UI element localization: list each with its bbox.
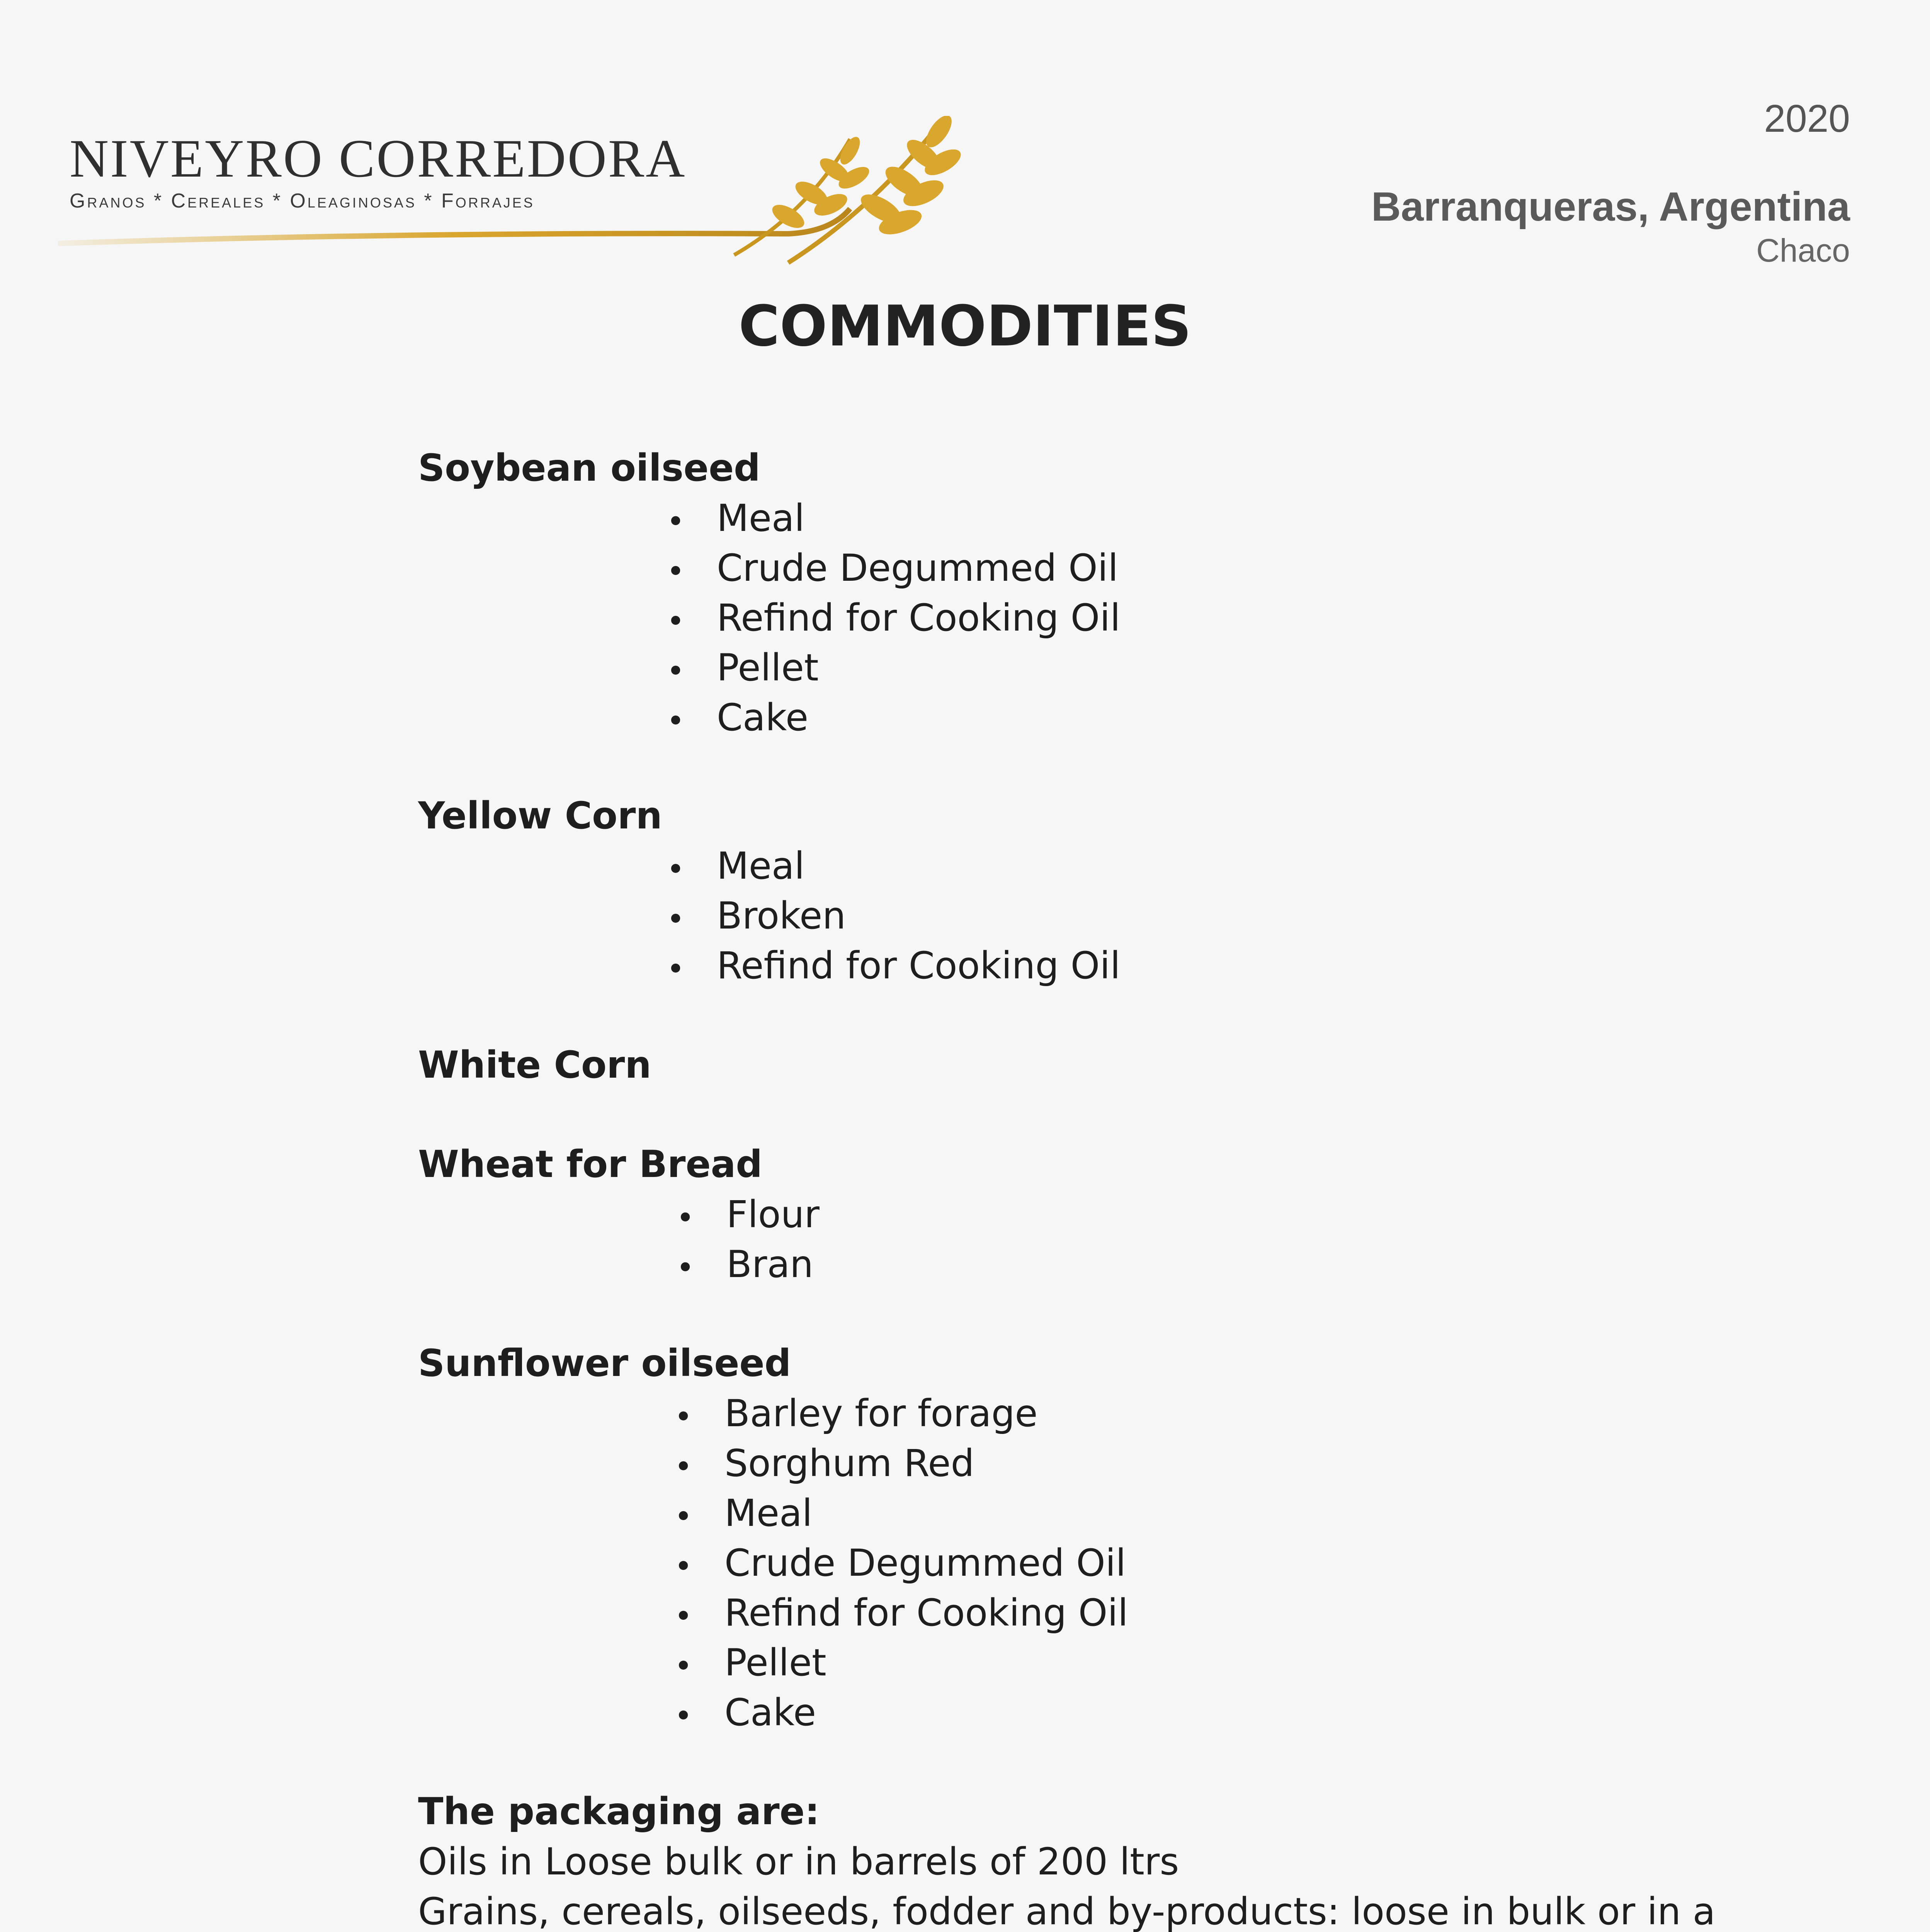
list-item: • Refind for Cooking Oil	[667, 596, 1121, 639]
list-item: • Refind for Cooking Oil	[674, 1591, 1128, 1634]
list-item: • Refind for Cooking Oil	[667, 944, 1121, 987]
list-item: • Meal	[667, 844, 805, 888]
section-title-soybean: Soybean oilseed	[418, 446, 760, 490]
location-city: Barranqueras, Argentina	[1371, 184, 1850, 230]
list-item: • Sorghum Red	[674, 1442, 974, 1485]
list-item: • Crude Degummed Oil	[674, 1541, 1126, 1585]
packaging-line: Grains, cereals, oilseeds, fodder and by-products: loose in bulk or in a	[418, 1890, 1716, 1932]
section-title-white-corn: White Corn	[418, 1043, 651, 1087]
list-item: • Cake	[667, 696, 809, 739]
section-title-yellow-corn: Yellow Corn	[418, 794, 662, 837]
section-title-sunflower: Sunflower oilseed	[418, 1342, 791, 1385]
logo-tagline: Granos * Cereales * Oleaginosas * Forrajes	[70, 190, 535, 212]
packaging-title: The packaging are:	[418, 1790, 820, 1833]
location-region: Chaco	[1756, 232, 1850, 269]
packaging-line: Oils in Loose bulk or in barrels of 200 ltrs	[418, 1840, 1179, 1883]
list-item: • Barley for forage	[674, 1392, 1038, 1435]
list-item: • Pellet	[674, 1641, 826, 1684]
list-item: • Bran	[676, 1243, 813, 1286]
wheat-icon	[54, 116, 962, 282]
page-title: COMMODITIES	[738, 294, 1192, 359]
report-year: 2020	[1764, 97, 1850, 140]
header-logo	[54, 116, 962, 282]
list-item: • Meal	[667, 497, 805, 540]
list-item: • Flour	[676, 1193, 820, 1236]
list-item: • Meal	[674, 1492, 813, 1535]
list-item: • Broken	[667, 894, 846, 937]
list-item: • Pellet	[667, 646, 819, 689]
section-title-wheat: Wheat for Bread	[418, 1143, 763, 1186]
logo-name: NIVEYRO CORREDORA	[70, 129, 687, 189]
list-item: • Crude Degummed Oil	[667, 546, 1119, 590]
list-item: • Cake	[674, 1691, 816, 1734]
